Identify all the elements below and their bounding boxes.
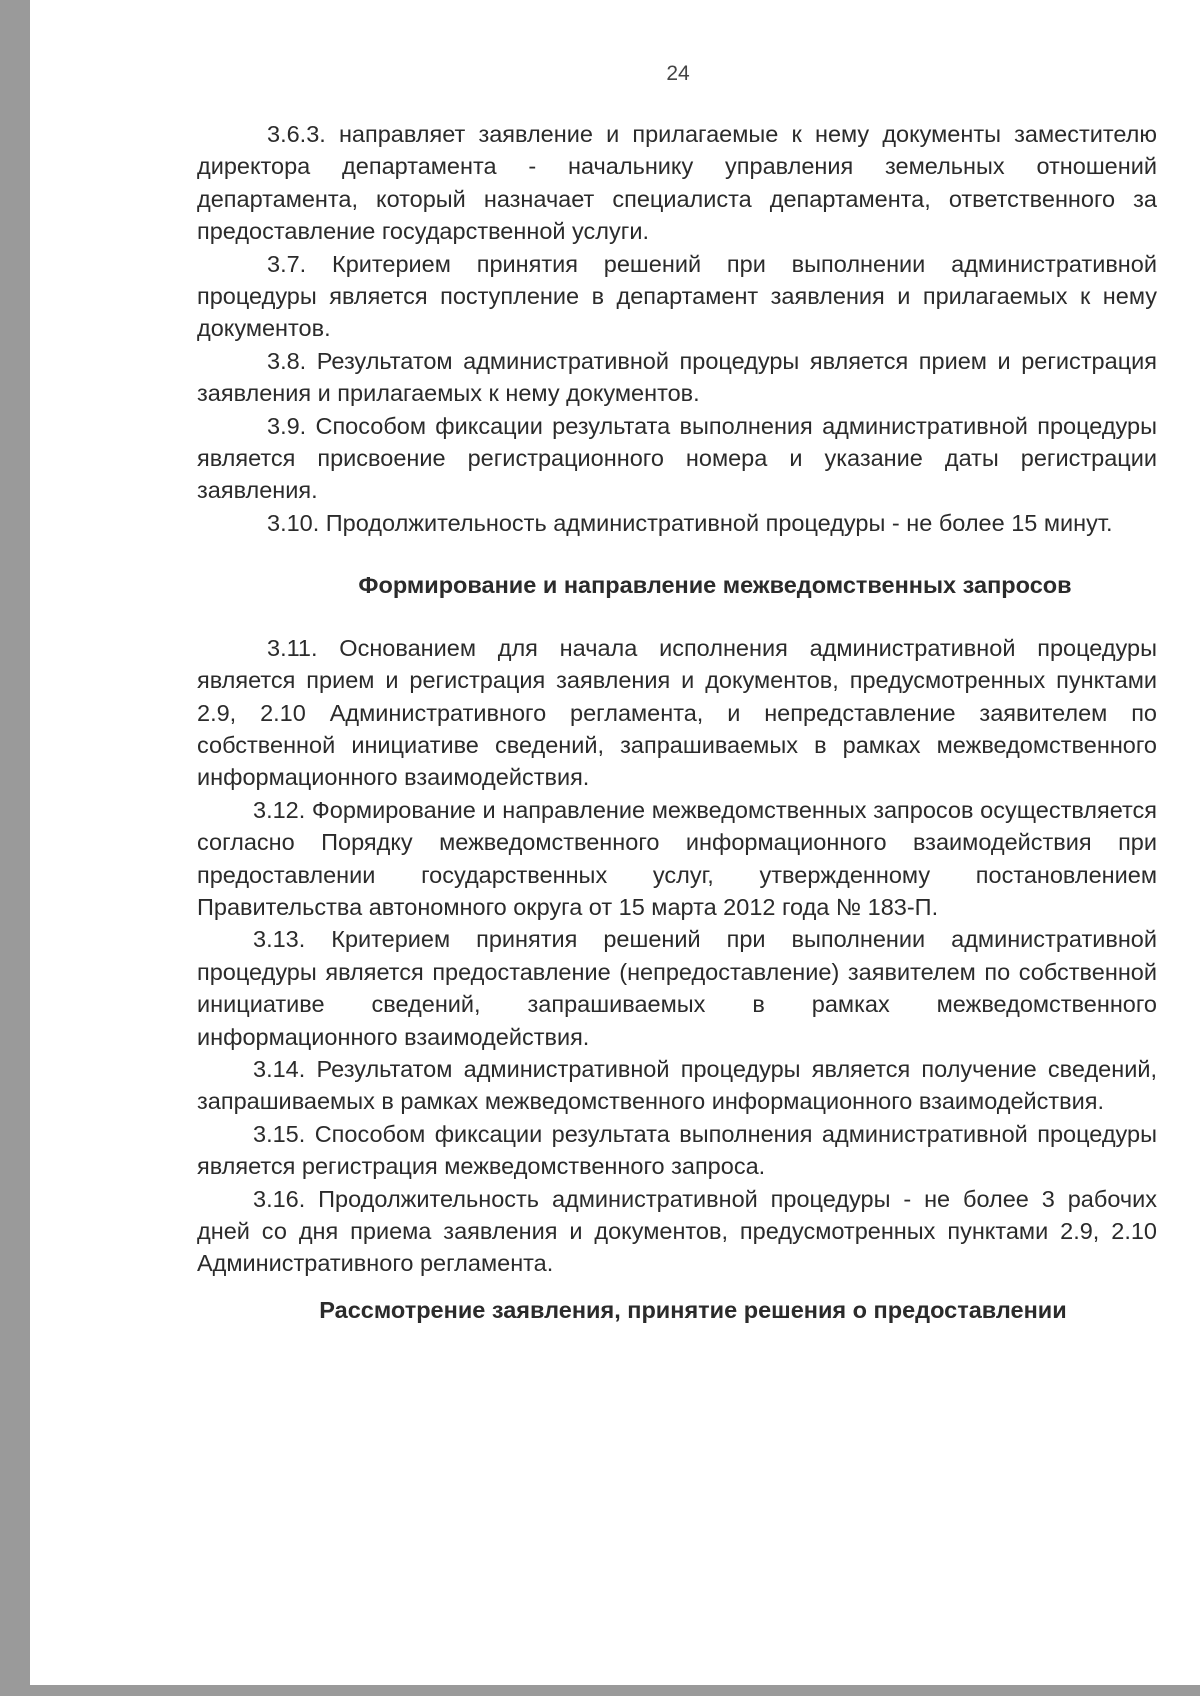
section-heading-interagency-requests: Формирование и направление межведомственных запросов bbox=[358, 572, 1072, 599]
paragraph-3-9: 3.9. Способом фиксации результата выполнения административной процедуры является присвоение регистрационного номера и указание даты регистрации заявления. bbox=[197, 412, 1157, 504]
page-number: 24 bbox=[666, 62, 690, 85]
paragraph-3-10: 3.10. Продолжительность административной процедуры - не более 15 минут. bbox=[267, 509, 1113, 536]
scan-border-bottom bbox=[0, 1685, 1200, 1696]
paragraph-3-14: 3.14. Результатом административной процедуры является получение сведений, запрашиваемых в рамках межведомственного информационного взаимодействия. bbox=[197, 1055, 1157, 1115]
paragraph-3-11: 3.11. Основанием для начала исполнения административной процедуры является прием и регистрация заявления и документов, предусмотренных пунктами 2.9, 2.10 Административного регламента, и непредставление заявителем по собственной инициативе сведений, запрашиваемых в рамках межведомственного информационного взаимодействия. bbox=[197, 634, 1157, 791]
document-body bbox=[197, 118, 1157, 1326]
paragraph-3-8: 3.8. Результатом административной процедуры является прием и регистрация заявления и прилагаемых к нему документов. bbox=[197, 347, 1157, 407]
paragraph-3-12: 3.12. Формирование и направление межведомственных запросов осуществляется согласно Порядку межведомственного информационного взаимодействия при предоставлении государственных услуг, утвержденному постановлением Правительства автономного округа от 15 марта 2012 года № 183-П. bbox=[197, 796, 1157, 920]
section-heading-application-review: Рассмотрение заявления, принятие решения о предоставлении bbox=[319, 1296, 1067, 1323]
paragraph-3-6-3: 3.6.3. направляет заявление и прилагаемые к нему документы заместителю директора департамента - начальнику управления земельных отношений департамента, который назначает специалиста департамента, ответственного за предоставление государственной услуги. bbox=[197, 121, 1157, 245]
paragraph-3-15: 3.15. Способом фиксации результата выполнения административной процедуры является регистрация межведомственного запроса. bbox=[197, 1120, 1157, 1180]
paragraph-3-7: 3.7. Критерием принятия решений при выполнении административной процедуры является поступление в департамент заявления и прилагаемых к нему документов. bbox=[197, 250, 1157, 342]
paragraph-3-16: 3.16. Продолжительность административной процедуры - не более 3 рабочих дней со дня приема заявления и документов, предусмотренных пунктами 2.9, 2.10 Административного регламента. bbox=[197, 1185, 1157, 1277]
paragraph-3-13: 3.13. Критерием принятия решений при выполнении административной процедуры является предоставление (непредоставление) заявителем по собственной инициативе сведений, запрашиваемых в рамках межведомственного информационного взаимодействия. bbox=[197, 926, 1157, 1050]
scan-border-left bbox=[0, 0, 30, 1696]
